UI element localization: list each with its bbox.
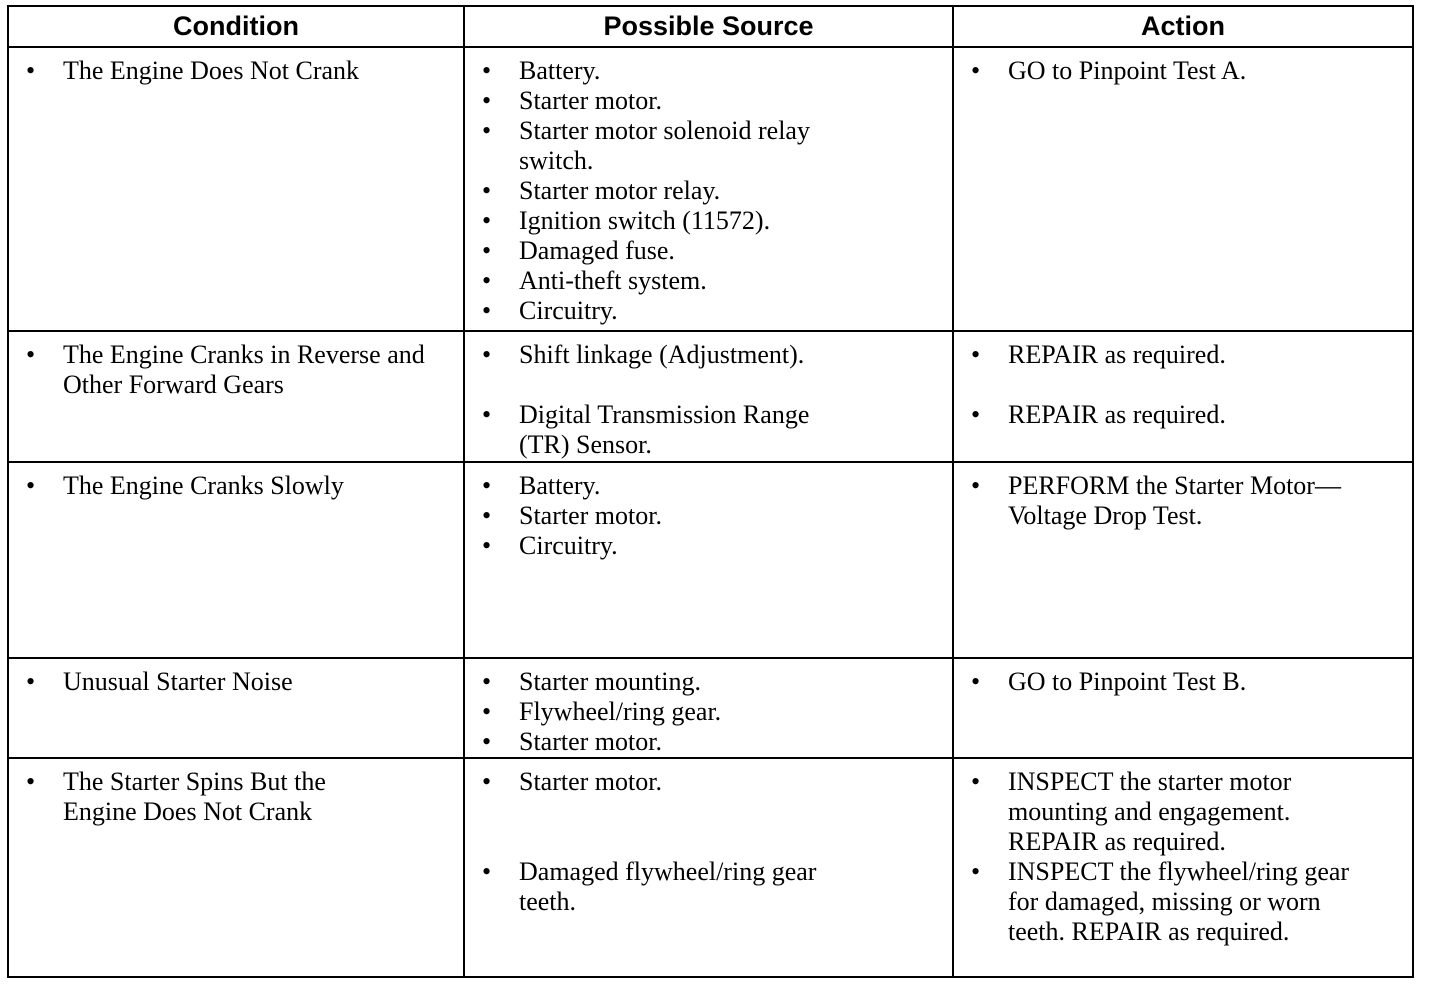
header-condition: Condition	[8, 6, 464, 47]
condition-item: • The Engine Cranks in Reverse and Other Forward Gears	[9, 340, 453, 400]
table-row	[8, 758, 1413, 977]
action-cell	[953, 758, 1413, 977]
source-cell	[464, 658, 953, 758]
condition-cell	[8, 758, 464, 977]
source-item: • Flywheel/ring gear.	[465, 697, 942, 727]
source-item: • Damaged fuse.	[465, 236, 942, 266]
source-item: • Digital Transmission Range (TR) Sensor.	[465, 400, 942, 460]
action-cell	[953, 331, 1413, 462]
source-item: • Circuitry.	[465, 296, 942, 326]
action-cell	[953, 658, 1413, 758]
condition-item: • Unusual Starter Noise	[9, 667, 453, 697]
header-possible-source: Possible Source	[464, 6, 953, 47]
table-row	[8, 462, 1413, 658]
source-item: • Damaged flywheel/ring gear teeth.	[465, 857, 942, 917]
source-item: • Starter motor solenoid relay switch.	[465, 116, 942, 176]
action-item: • GO to Pinpoint Test A.	[954, 56, 1402, 86]
source-item: • Ignition switch (11572).	[465, 206, 942, 236]
source-item: • Starter motor relay.	[465, 176, 942, 206]
diagnosis-table	[7, 5, 1414, 978]
source-item: • Starter motor.	[465, 727, 942, 757]
action-item: • GO to Pinpoint Test B.	[954, 667, 1402, 697]
action-item: • REPAIR as required.	[954, 400, 1402, 430]
condition-item: • The Engine Does Not Crank	[9, 56, 453, 86]
header-row	[8, 6, 1413, 47]
source-cell	[464, 758, 953, 977]
condition-cell	[8, 47, 464, 331]
action-item: • PERFORM the Starter Motor—Voltage Drop Test.	[954, 471, 1402, 531]
action-item: • INSPECT the flywheel/ring gear for damaged, missing or worn teeth. REPAIR as required.	[954, 857, 1402, 947]
table-row	[8, 658, 1413, 758]
source-item: • Battery.	[465, 56, 942, 86]
action-cell	[953, 47, 1413, 331]
source-item: • Anti-theft system.	[465, 266, 942, 296]
table-row	[8, 47, 1413, 331]
action-cell	[953, 462, 1413, 658]
source-item: • Starter motor.	[465, 86, 942, 116]
condition-cell	[8, 658, 464, 758]
source-item: • Starter motor.	[465, 767, 942, 797]
condition-item: • The Engine Cranks Slowly	[9, 471, 453, 501]
action-item: • INSPECT the starter motor mounting and engagement. REPAIR as required.	[954, 767, 1402, 857]
source-item: • Battery.	[465, 471, 942, 501]
source-item: • Circuitry.	[465, 531, 942, 561]
source-cell	[464, 331, 953, 462]
source-item: • Starter motor.	[465, 501, 942, 531]
source-cell	[464, 47, 953, 331]
source-item: • Starter mounting.	[465, 667, 942, 697]
header-action: Action	[953, 6, 1413, 47]
condition-item: • The Starter Spins But the Engine Does Not Crank	[9, 767, 453, 827]
action-item: • REPAIR as required.	[954, 340, 1402, 370]
table-row	[8, 331, 1413, 462]
condition-cell	[8, 331, 464, 462]
source-cell	[464, 462, 953, 658]
condition-cell	[8, 462, 464, 658]
source-item: • Shift linkage (Adjustment).	[465, 340, 942, 370]
